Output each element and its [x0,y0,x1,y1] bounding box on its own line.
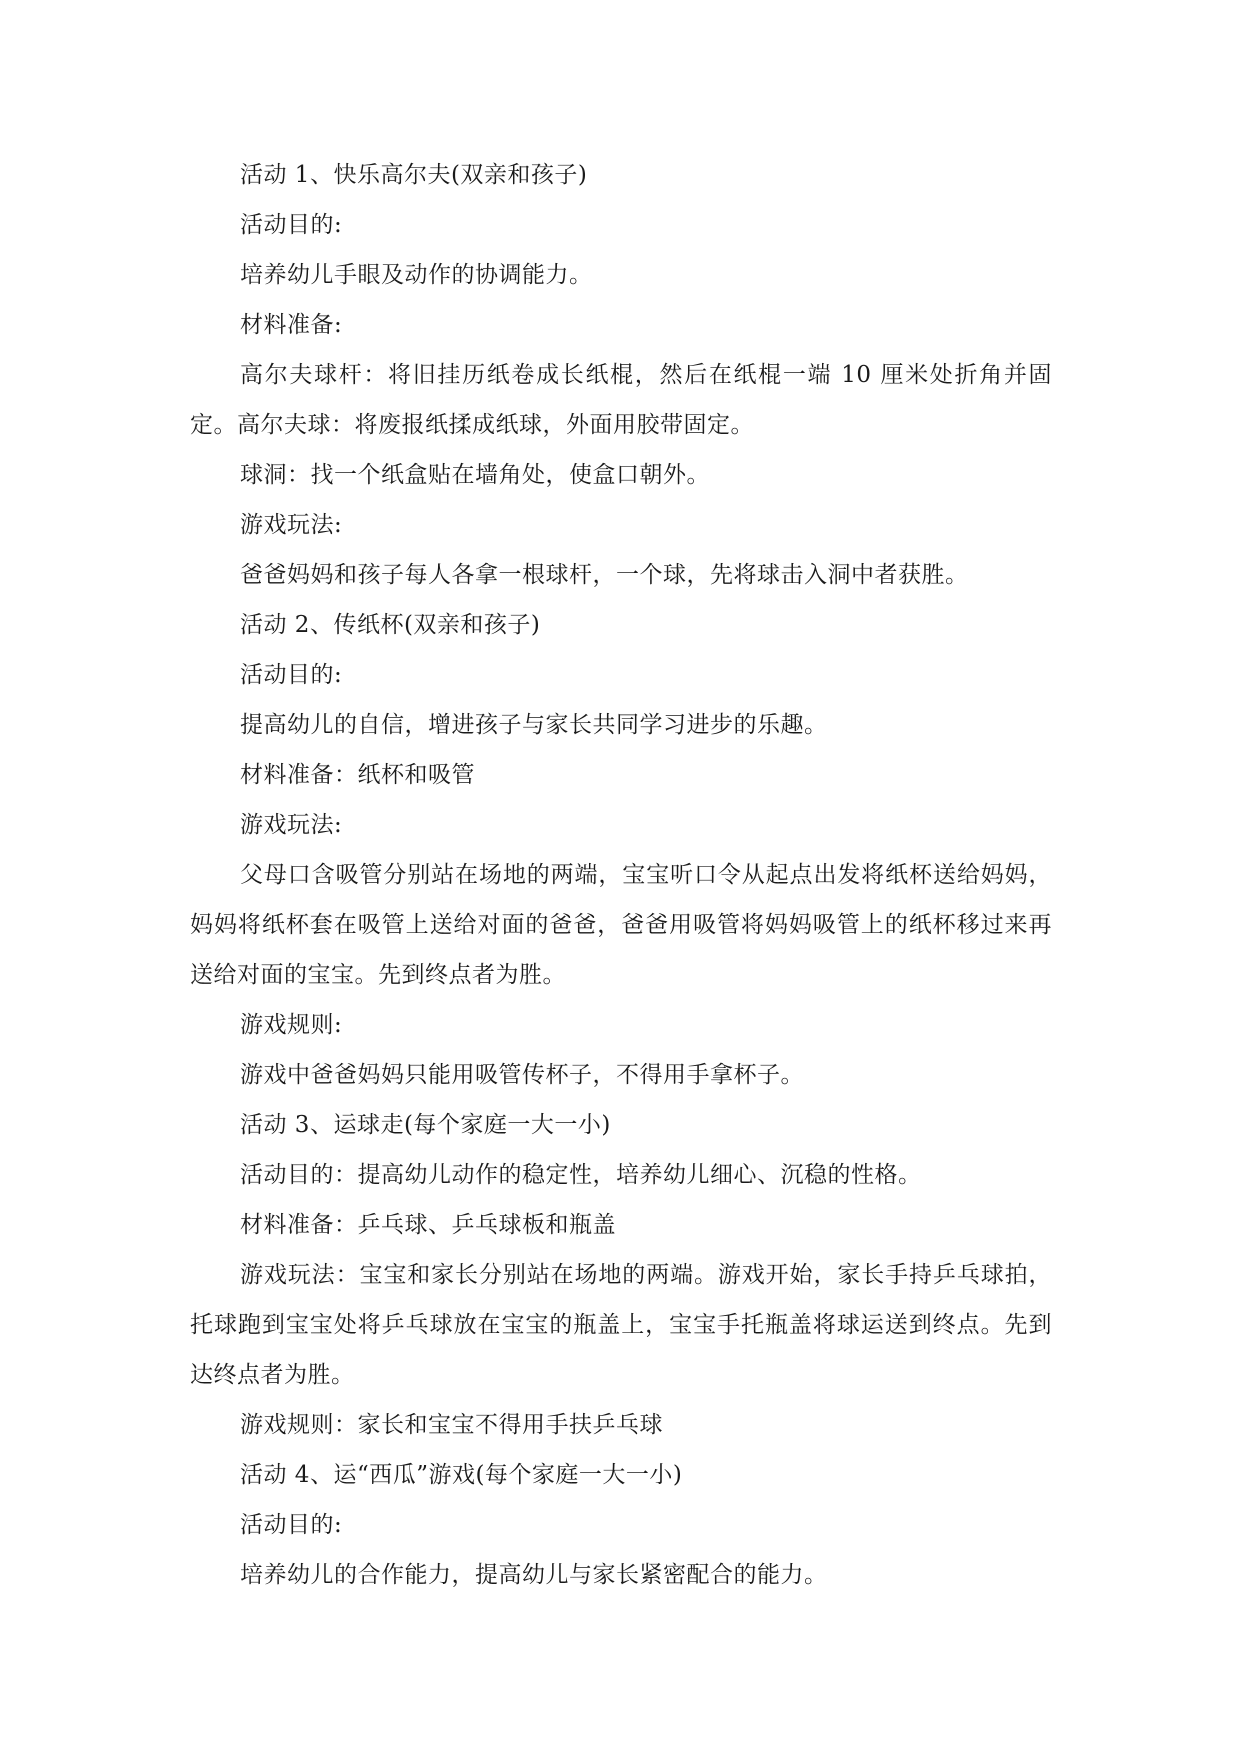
activity-1-materials-golf: 高尔夫球杆：将旧挂历纸卷成长纸棍，然后在纸棍一端 10 厘米处折角并固定。高尔夫球：将废报纸揉成纸球，外面用胶带固定。 [190,362,1052,438]
activity-2-rules-text: 游戏中爸爸妈妈只能用吸管传杯子，不得用手拿杯子。 [240,1062,804,1088]
activity-4-goal-text: 培养幼儿的合作能力，提高幼儿与家长紧密配合的能力。 [240,1562,828,1588]
activity-4-goal-label: 活动目的: [240,1512,343,1538]
activity-3-rules: 游戏规则：家长和宝宝不得用手扶乒乓球 [240,1412,663,1438]
activity-1-goal-text: 培养幼儿手眼及动作的协调能力。 [240,262,593,288]
document-page [190,150,1052,1600]
activity-1-materials-hole: 球洞：找一个纸盒贴在墙角处，使盒口朝外。 [240,462,710,488]
activity-2-materials: 材料准备：纸杯和吸管 [240,762,475,788]
activity-3-goal: 活动目的：提高幼儿动作的稳定性，培养幼儿细心、沉稳的性格。 [240,1162,922,1188]
activity-1-materials-label: 材料准备: [240,312,343,338]
activity-1-play-text: 爸爸妈妈和孩子每人各拿一根球杆，一个球，先将球击入洞中者获胜。 [240,562,969,588]
activity-2-play-text: 父母口含吸管分别站在场地的两端，宝宝听口令从起点出发将纸杯送给妈妈，妈妈将纸杯套在吸管上送给对面的爸爸，爸爸用吸管将妈妈吸管上的纸杯移过来再送给对面的宝宝。先到终点者为胜。 [190,862,1052,988]
activity-1-play-label: 游戏玩法: [240,512,343,538]
activity-3-materials: 材料准备：乒乓球、乒乓球板和瓶盖 [240,1212,616,1238]
activity-4-heading: 活动 4、运“西瓜”游戏(每个家庭一大一小) [240,1462,683,1488]
activity-1-goal-label: 活动目的: [240,212,343,238]
activity-2-rules-label: 游戏规则: [240,1012,343,1038]
activity-3-heading: 活动 3、运球走(每个家庭一大一小) [240,1112,611,1138]
activity-2-play-label: 游戏玩法: [240,812,343,838]
activity-3-play: 游戏玩法：宝宝和家长分别站在场地的两端。游戏开始，家长手持乒乓球拍，托球跑到宝宝处将乒乓球放在宝宝的瓶盖上，宝宝手托瓶盖将球运送到终点。先到达终点者为胜。 [190,1262,1052,1388]
activity-2-goal-label: 活动目的: [240,662,343,688]
activity-1-heading: 活动 1、快乐高尔夫(双亲和孩子) [240,162,588,188]
activity-2-heading: 活动 2、传纸杯(双亲和孩子) [240,612,541,638]
activity-2-goal-text: 提高幼儿的自信，增进孩子与家长共同学习进步的乐趣。 [240,712,828,738]
